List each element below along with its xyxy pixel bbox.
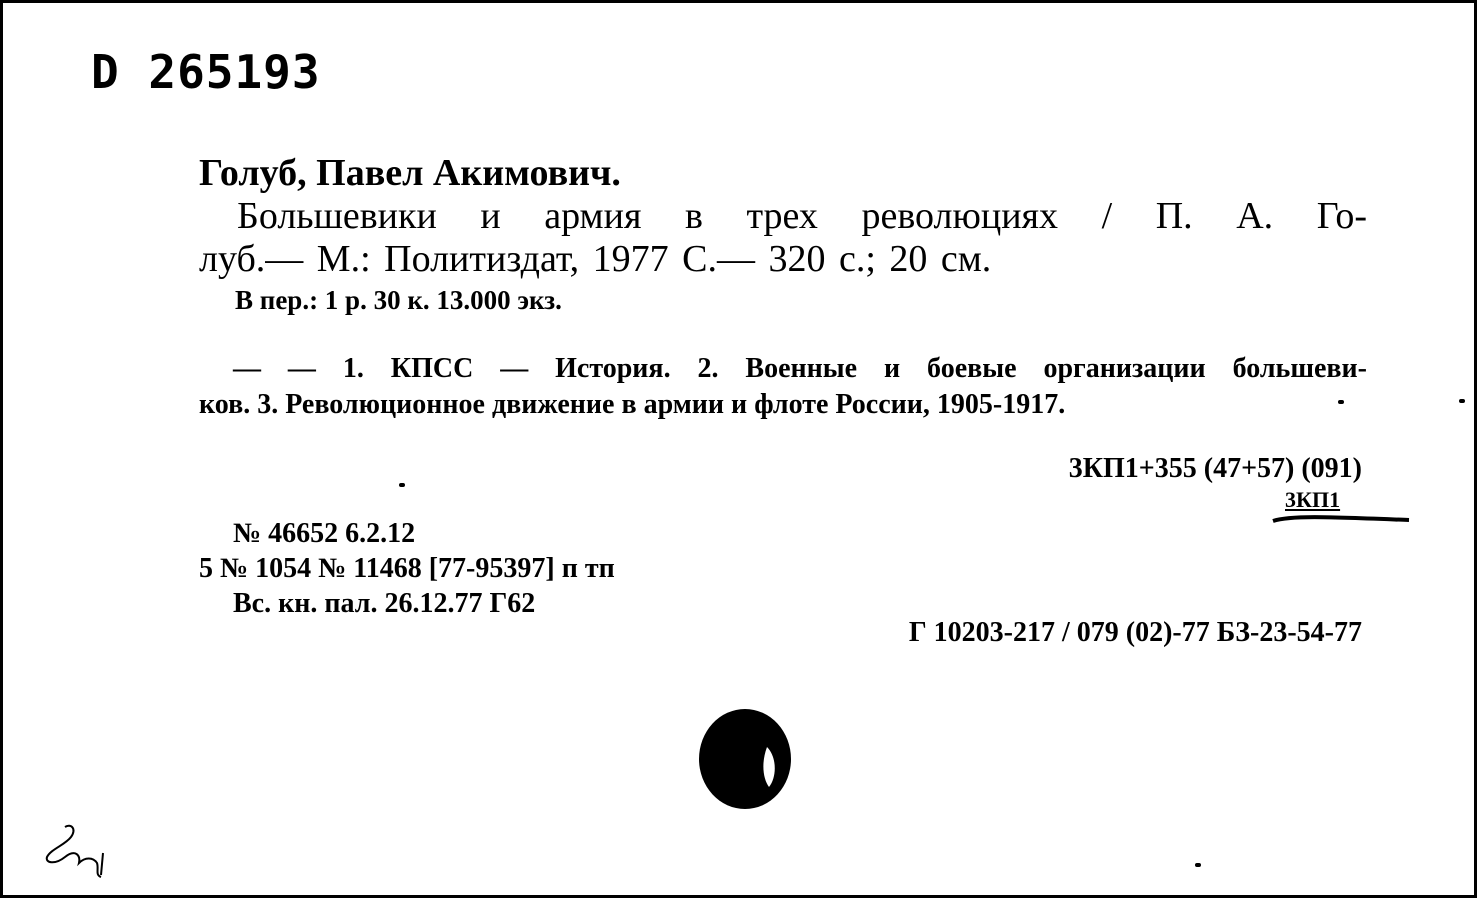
- signature-mark: [41, 823, 113, 881]
- record-line: Вс. кн. пал. 26.12.77 Г62: [233, 588, 536, 619]
- speck: [1195, 863, 1201, 867]
- subject-line: — — 1. КПСС — История. 2. Военные и боевые организации большеви-: [233, 353, 1367, 384]
- speck: [1459, 399, 1465, 403]
- speck: [1338, 400, 1344, 404]
- subject-line: ков. 3. Революционное движение в армии и флоте России, 1905-1917.: [199, 389, 1066, 420]
- record-line: № 46652 6.2.12: [233, 518, 416, 549]
- handwritten-underline: [1271, 511, 1411, 525]
- catalog-code: Г 10203-217 / 079 (02)-77 БЗ-23-54-77: [908, 617, 1362, 648]
- record-line: 5 № 1054 № 11468 [77-95397] п тп: [199, 553, 615, 584]
- classification-index: 3КП1+355 (47+57) (091): [1068, 453, 1362, 484]
- title-line: Большевики и армия в трех революциях / П. А. Го-: [237, 195, 1367, 237]
- title-description: [199, 195, 1367, 281]
- card-number: D 265193: [91, 45, 321, 99]
- punch-hole: [697, 707, 793, 811]
- title-line: луб.— М.: Политиздат, 1977 С.— 320 с.; 20 см.: [199, 238, 992, 280]
- classification-stamp: 3КП1: [1285, 487, 1341, 512]
- price-line: В пер.: 1 р. 30 к. 13.000 экз.: [235, 285, 562, 315]
- speck: [399, 483, 405, 487]
- author-heading: Голуб, Павел Акимович.: [199, 152, 621, 194]
- record-info: [199, 516, 615, 621]
- subject-headings: [199, 351, 1367, 423]
